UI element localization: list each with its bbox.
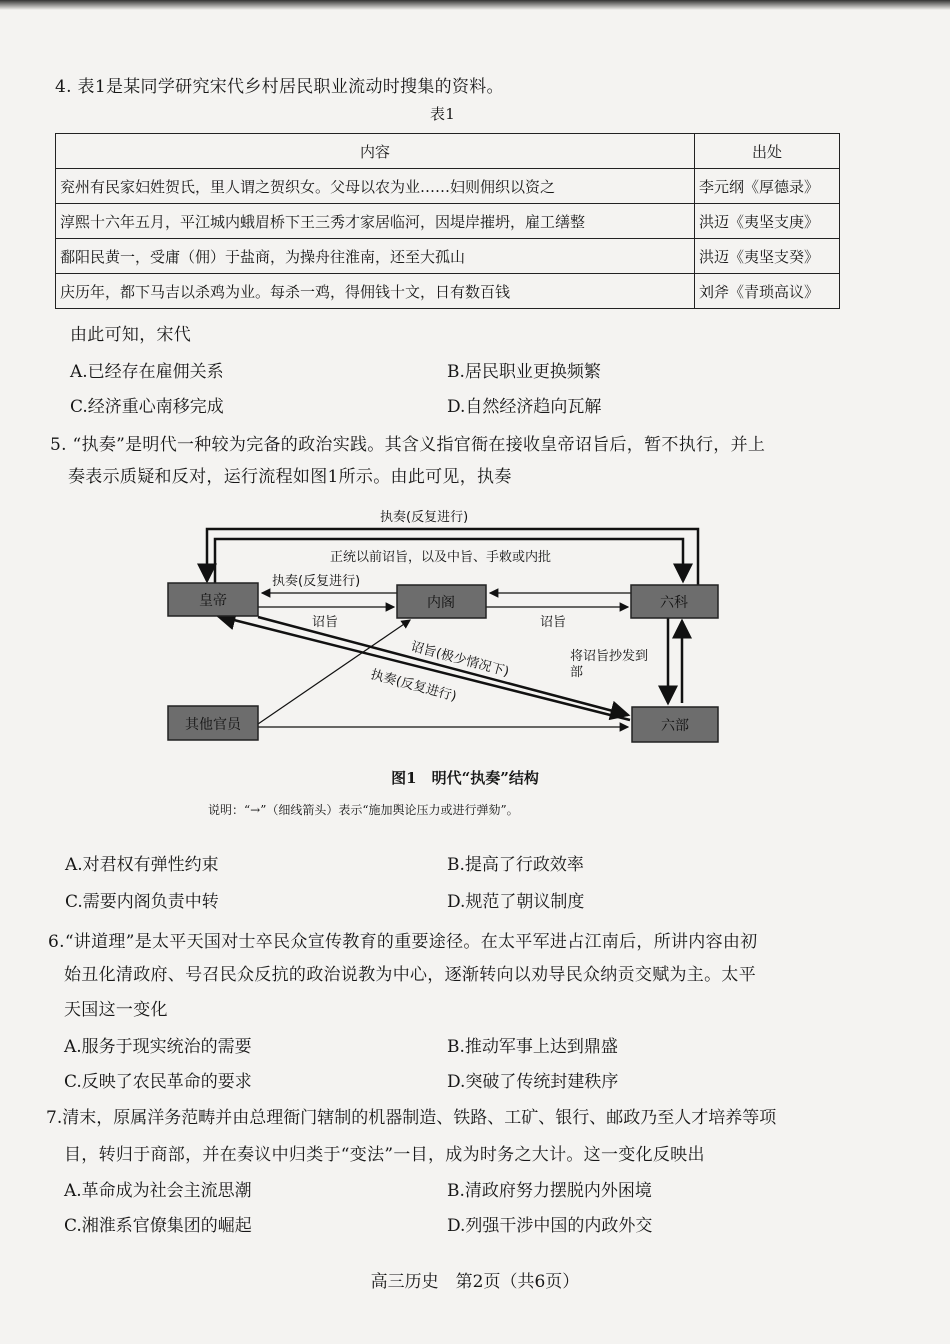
q4-option-d[interactable]: D.自然经济趋向瓦解 (447, 397, 602, 417)
q7-stem-2: 目，转归于商部，并在奏议中归类于“变法”一目，成为时务之大计。这一变化反映出 (64, 1145, 705, 1165)
q5-option-d[interactable]: D.规范了朝议制度 (447, 892, 585, 912)
cell-source: 洪迈《夷坚支癸》 (695, 239, 840, 274)
figure-caption: 图1 明代“执奏”结构 (391, 769, 539, 787)
cell-content: 兖州有民家妇姓贺氏，里人谓之贺织女。父母以农为业……妇则佣织以资之 (56, 169, 695, 204)
label-left-zhizou: 执奏(反复进行) (272, 574, 361, 589)
q7-stem-1: 7.清末，原属洋务范畴并由总理衙门辖制的机器制造、铁路、工矿、银行、邮政乃至人才培养等项 (46, 1108, 777, 1128)
q5-option-a[interactable]: A.对君权有弹性约束 (65, 855, 219, 875)
table-title: 表1 (430, 105, 456, 123)
q6-option-b[interactable]: B.推动军事上达到鼎盛 (447, 1037, 618, 1057)
cell-content: 淳熙十六年五月，平江城内蛾眉桥下王三秀才家居临河，因堤岸摧坍，雇工缮整 (56, 204, 695, 239)
node-emperor: 皇帝 (199, 593, 227, 609)
figure-note: 说明：“→”（细线箭头）表示“施加舆论压力或进行弹劾”。 (208, 803, 519, 817)
label-copy-2: 部 (570, 665, 584, 680)
q7-option-d[interactable]: D.列强干涉中国的内政外交 (447, 1216, 653, 1236)
header-source: 出处 (695, 134, 840, 169)
node-officials: 其他官员 (185, 717, 241, 733)
q6-option-d[interactable]: D.突破了传统封建秩序 (447, 1072, 619, 1092)
q6-stem-1: 6.“讲道理”是太平天国对士卒民众宣传教育的重要途径。在太平军进占江南后，所讲内容由初 (48, 932, 758, 952)
page-footer: 高三历史 第2页（共6页） (370, 1272, 580, 1292)
table-row (56, 204, 840, 239)
q6-stem-3: 天国这一变化 (64, 1000, 168, 1020)
table-header (56, 134, 840, 169)
label-rare-edict: 诏旨(极少情况下) (408, 639, 511, 681)
q5-option-c[interactable]: C.需要内阁负责中转 (65, 892, 219, 912)
q4-option-a[interactable]: A.已经存在雇佣关系 (70, 362, 224, 382)
label-diag-zhizou: 执奏(反复进行) (368, 667, 458, 705)
q4-option-c[interactable]: C.经济重心南移完成 (70, 397, 224, 417)
table-row (56, 169, 840, 204)
node-liubu: 六部 (661, 718, 689, 734)
q5-stem-2: 奏表示质疑和反对，运行流程如图1所示。由此可见，执奏 (68, 467, 512, 487)
label-zhengtong: 正统以前诏旨，以及中旨、手敕或内批 (330, 550, 552, 565)
q7-option-a[interactable]: A.革命成为社会主流思潮 (64, 1181, 252, 1201)
cell-source: 李元纲《厚德录》 (695, 169, 840, 204)
node-liuke: 六科 (660, 595, 688, 611)
q4-stem: 4. 表1是某同学研究宋代乡村居民职业流动时搜集的资料。 (55, 77, 504, 97)
table-row (56, 274, 840, 309)
q5-option-b[interactable]: B.提高了行政效率 (447, 855, 584, 875)
table-row (56, 239, 840, 274)
scan-edge (0, 0, 950, 10)
cell-source: 洪迈《夷坚支庚》 (695, 204, 840, 239)
node-cabinet: 内阁 (427, 595, 455, 611)
q7-option-c[interactable]: C.湘淮系官僚集团的崛起 (64, 1216, 252, 1236)
q6-option-a[interactable]: A.服务于现实统治的需要 (64, 1037, 252, 1057)
label-copy-1: 将诏旨抄发到 (570, 649, 649, 664)
header-content: 内容 (56, 134, 695, 169)
q4-option-b[interactable]: B.居民职业更换频繁 (447, 362, 601, 382)
cell-source: 刘斧《青琐高议》 (695, 274, 840, 309)
zhizou-diagram (160, 500, 720, 760)
q6-stem-2: 始丑化清政府、号召民众反抗的政治说教为中心，逐渐转向以劝导民众纳贡交赋为主。太平 (64, 965, 756, 985)
arrow-liubu-to-emperor (218, 616, 630, 720)
table-1 (55, 133, 840, 309)
cell-content: 庆历年，都下马吉以杀鸡为业。每杀一鸡，得佣钱十文，日有数百钱 (56, 274, 695, 309)
cell-content: 鄱阳民黄一，受庸（佣）于盐商，为操舟往淮南，还至大孤山 (56, 239, 695, 274)
q5-stem-1: 5. “执奏”是明代一种较为完备的政治实践。其含义指官衙在接收皇帝诏旨后，暂不执行，并上 (50, 435, 766, 455)
label-edict-1: 诏旨 (312, 615, 339, 630)
q4-prompt: 由此可知，宋代 (70, 325, 192, 345)
label-edict-2: 诏旨 (540, 615, 567, 630)
q6-option-c[interactable]: C.反映了农民革命的要求 (64, 1072, 252, 1092)
q7-option-b[interactable]: B.清政府努力摆脱内外困境 (447, 1181, 652, 1201)
label-top-zhizou: 执奏(反复进行) (380, 510, 469, 525)
